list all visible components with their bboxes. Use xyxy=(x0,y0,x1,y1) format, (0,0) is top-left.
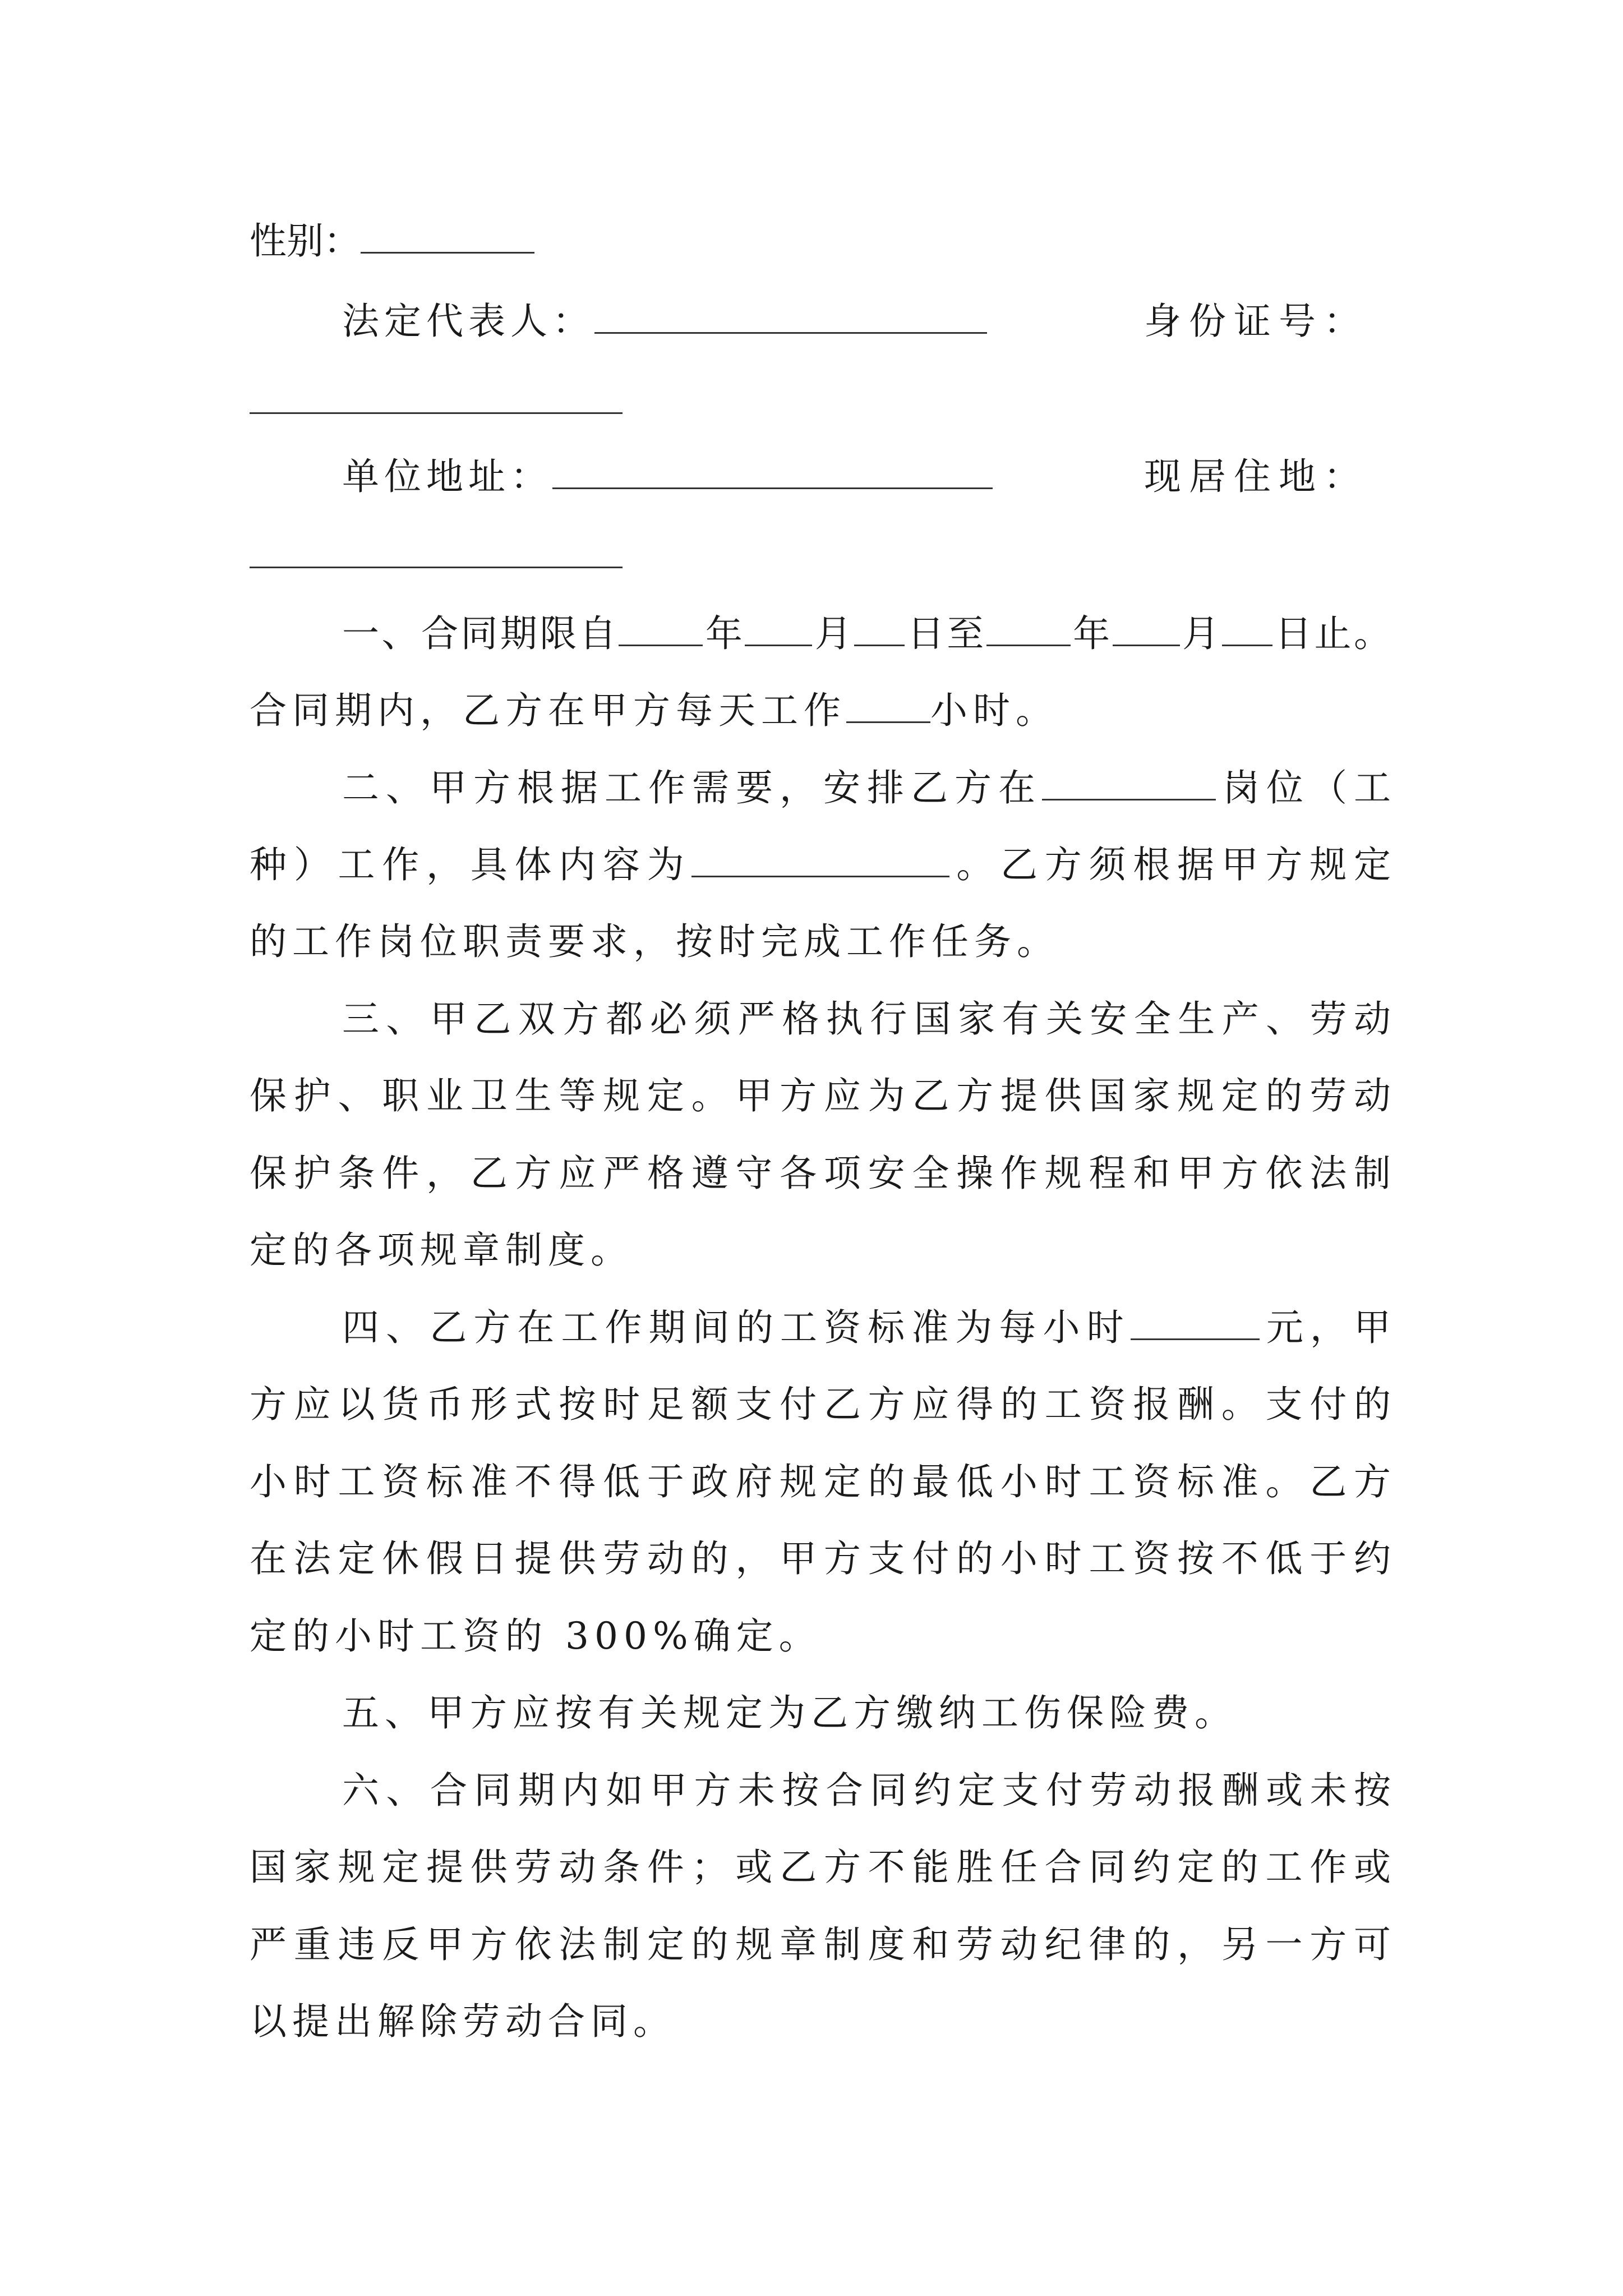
daily-hours-blank xyxy=(846,687,930,723)
hourly-wage-blank xyxy=(1131,1304,1260,1340)
clause-6-line-1: 六、合同期内如甲方未按合同约定支付劳动报酬或未按 xyxy=(342,1769,1391,1812)
clause-4-text: 元，甲 xyxy=(1259,1306,1391,1349)
clause-4-line-1 xyxy=(342,1303,1391,1353)
residence-label: 现居住地： xyxy=(1144,455,1368,498)
legal-rep-row xyxy=(342,296,987,347)
clause-3-line-3: 保护条件，乙方应严格遵守各项安全操作规程和甲方依法制 xyxy=(250,1152,1391,1195)
month-label: 月 xyxy=(812,612,855,655)
clause-1-line-1 xyxy=(342,609,1391,659)
start-day-blank xyxy=(854,610,905,646)
day-end-label: 日止。 xyxy=(1272,612,1391,655)
position-label: 岗位（工 xyxy=(1216,766,1391,809)
clause-4-text: 四、乙方在工作期间的工资标准为每小时 xyxy=(342,1306,1131,1349)
clause-3-line-2: 保护、职业卫生等规定。甲方应为乙方提供国家规定的劳动 xyxy=(250,1074,1391,1117)
end-year-blank xyxy=(986,610,1071,646)
clause-3-line-4: 定的各项规章制度。 xyxy=(250,1228,633,1272)
clause-2-text: 。乙方须根据甲方规定 xyxy=(949,843,1391,886)
clause-4-line-4: 在法定休假日提供劳动的，甲方支付的小时工资按不低于约 xyxy=(250,1537,1391,1580)
clause-5-line-1: 五、甲方应按有关规定为乙方缴纳工伤保险费。 xyxy=(342,1691,1237,1734)
hours-label: 小时。 xyxy=(930,689,1058,732)
clause-2-line-3: 的工作岗位职责要求，按时完成工作任务。 xyxy=(250,920,1059,963)
clause-2-line-2 xyxy=(250,840,1391,890)
year-label: 年 xyxy=(1070,612,1113,655)
start-year-blank xyxy=(619,610,703,646)
clause-4-line-2: 方应以货币形式按时足额支付乙方应得的工资报酬。支付的 xyxy=(250,1383,1391,1426)
month-label: 月 xyxy=(1179,612,1222,655)
unit-address-label: 单位地址： xyxy=(342,455,552,498)
year-label: 年 xyxy=(703,612,745,655)
gender-blank xyxy=(361,217,534,254)
clause-6-line-2: 国家规定提供劳动条件；或乙方不能胜任合同约定的工作或 xyxy=(250,1846,1391,1889)
day-to-label: 日至 xyxy=(905,612,986,655)
legal-rep-label: 法定代表人： xyxy=(342,300,594,343)
job-content-blank xyxy=(691,841,949,877)
unit-address-row xyxy=(342,452,993,502)
end-month-blank xyxy=(1113,610,1180,646)
clause-4-line-3: 小时工资标准不得低于政府规定的最低小时工资标准。乙方 xyxy=(250,1460,1391,1503)
clause-2-line-1 xyxy=(342,763,1391,813)
start-month-blank xyxy=(745,610,812,646)
end-day-blank xyxy=(1222,610,1272,646)
clause-2-text: 种）工作，具体内容为 xyxy=(250,843,691,886)
clause-1-text: 一、合同期限自 xyxy=(342,612,619,655)
legal-rep-blank xyxy=(594,297,987,334)
daily-hours-text: 合同期内，乙方在甲方每天工作 xyxy=(250,689,846,732)
id-number-label: 身份证号： xyxy=(1144,300,1368,343)
clause-1-line-2 xyxy=(250,685,1058,736)
clause-2-text: 二、甲方根据工作需要，安排乙方在 xyxy=(342,766,1042,809)
clause-6-line-4: 以提出解除劳动合同。 xyxy=(250,2000,676,2043)
residence-blank xyxy=(250,567,623,568)
clause-6-line-3: 严重违反甲方依法制定的规章制度和劳动纪律的，另一方可 xyxy=(250,1923,1391,1966)
unit-address-blank xyxy=(552,453,993,489)
clause-4-line-5: 定的小时工资的 300%确定。 xyxy=(250,1614,822,1658)
clause-3-line-1: 三、甲乙双方都必须严格执行国家有关安全生产、劳动 xyxy=(342,997,1391,1041)
id-number-blank xyxy=(250,412,623,414)
gender-row xyxy=(250,216,534,266)
position-blank xyxy=(1042,764,1216,800)
gender-label: 性别： xyxy=(250,219,361,263)
